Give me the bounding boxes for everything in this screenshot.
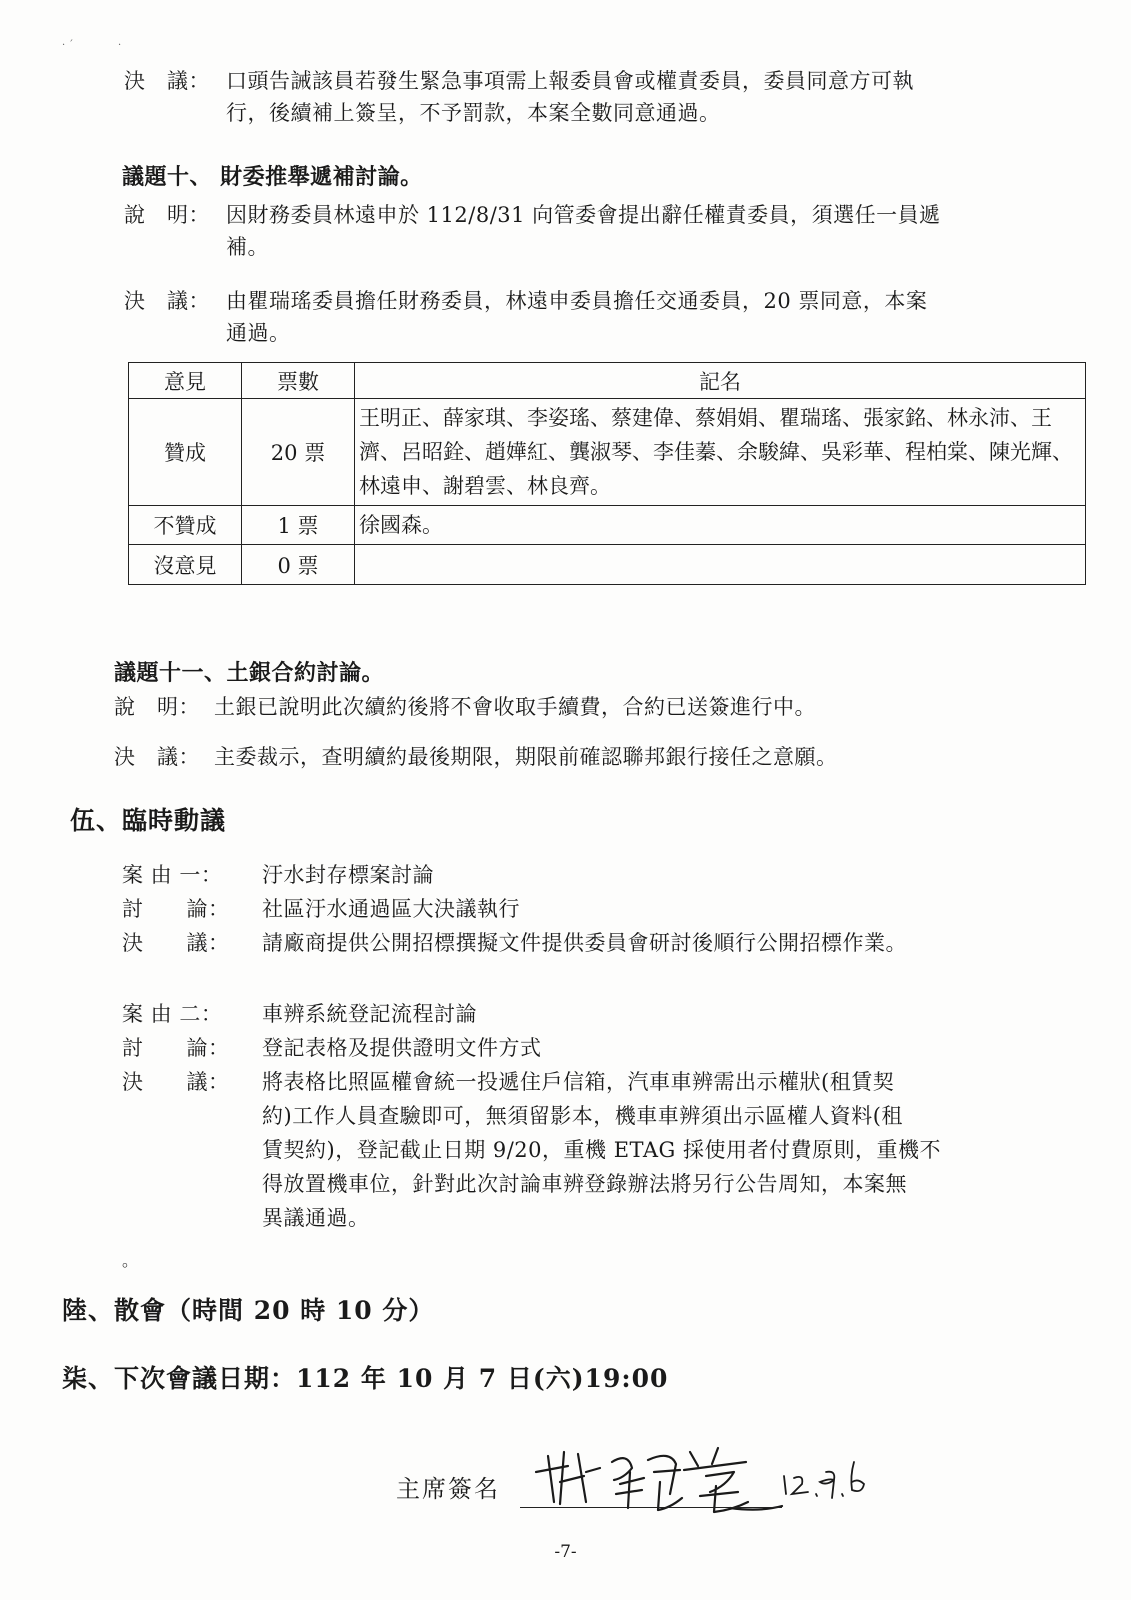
names-cell: 徐國森。 bbox=[355, 506, 1086, 545]
resolution-text: 通過。 bbox=[226, 321, 291, 345]
description-text: 土銀已說明此次續約後將不會收取手續費，合約已送簽進行中。 bbox=[214, 695, 816, 719]
stray-mark: 。 bbox=[122, 1251, 139, 1270]
resolution-text: 由瞿瑞瑤委員擔任財務委員，林遠申委員擔任交通委員，20 票同意，本案 bbox=[226, 289, 928, 313]
names-cell: 王明正、薛家琪、李姿瑤、蔡建偉、蔡娟娟、瞿瑞瑤、張家銘、林永沛、王 濟、呂昭銓、趙嬅紅、龔淑琴、李佳蓁、余駿緯、吳彩華、程柏棠、陳光輝、林遠申、謝碧雲、林良齊。 bbox=[355, 399, 1086, 506]
page-number: -7- bbox=[554, 1542, 577, 1562]
discussion-label: 討 論： bbox=[122, 1036, 230, 1060]
table-header-row bbox=[129, 363, 1086, 399]
case-text: 汙水封存標案討論 bbox=[262, 863, 434, 887]
opinion-cell: 不贊成 bbox=[129, 506, 242, 545]
discussion-label: 討 論： bbox=[122, 897, 230, 921]
resolution-text: 行，後續補上簽呈，不予罰款，本案全數同意通過。 bbox=[226, 101, 721, 125]
resolution-label: 決 議： bbox=[124, 289, 210, 313]
description-label: 說 明： bbox=[114, 695, 200, 719]
discussion-text: 登記表格及提供證明文件方式 bbox=[262, 1036, 542, 1060]
resolution-text: 主委裁示，查明續約最後期限，期限前確認聯邦銀行接任之意願。 bbox=[214, 745, 838, 769]
table-row bbox=[129, 545, 1086, 585]
topic-10-title: 議題十、 財委推舉遞補討論。 bbox=[122, 164, 423, 190]
section-7-title: 柒、下次會議日期：112 年 10 月 7 日(六)19:00 bbox=[62, 1364, 669, 1393]
discussion-text: 社區汙水通過區大決議執行 bbox=[262, 897, 520, 921]
scan-speck: · bbox=[118, 40, 122, 51]
topic-11-title: 議題十一、土銀合約討論。 bbox=[114, 660, 385, 686]
case-label: 案 由 一： bbox=[122, 863, 223, 887]
case-label: 案 由 二： bbox=[122, 1002, 223, 1026]
resolution-text: 得放置機車位，針對此次討論車辨登錄辦法將另行公告周知，本案無 bbox=[262, 1172, 907, 1196]
resolution-text: 異議通過。 bbox=[262, 1206, 370, 1230]
handwritten-signature bbox=[520, 1432, 880, 1518]
resolution-text: 賃契約)，登記截止日期 9/20，重機 ETAG 採使用者付費原則，重機不 bbox=[262, 1138, 942, 1162]
header-names: 記名 bbox=[355, 363, 1086, 399]
resolution-label: 決 議： bbox=[114, 745, 200, 769]
opinion-cell: 贊成 bbox=[129, 399, 242, 506]
signature-underline bbox=[520, 1507, 782, 1508]
table-row bbox=[129, 399, 1086, 506]
vote-table bbox=[128, 362, 1086, 585]
description-text: 因財務委員林遠申於 112/8/31 向管委會提出辭任權責委員，須選任一員遞 bbox=[226, 203, 941, 227]
header-opinion: 意見 bbox=[129, 363, 242, 399]
resolution-text: 將表格比照區權會統一投遞住戶信箱，汽車車辨需出示權狀(租賃契 bbox=[262, 1070, 895, 1094]
votes-cell: 20 票 bbox=[242, 399, 355, 506]
table-row bbox=[129, 506, 1086, 545]
opinion-cell: 沒意見 bbox=[129, 545, 242, 585]
votes-cell: 0 票 bbox=[242, 545, 355, 585]
resolution-label: 決 議： bbox=[122, 931, 230, 955]
resolution-text: 請廠商提供公開招標撰擬文件提供委員會研討後順行公開招標作業。 bbox=[262, 931, 907, 955]
names-cell bbox=[355, 545, 1086, 585]
resolution-text: 口頭告誡該員若發生緊急事項需上報委員會或權責委員，委員同意方可執 bbox=[226, 69, 914, 93]
resolution-label: 決 議： bbox=[124, 69, 210, 93]
signature-label: 主席簽名 bbox=[396, 1475, 500, 1503]
case-text: 車辨系統登記流程討論 bbox=[262, 1002, 477, 1026]
resolution-label: 決 議： bbox=[122, 1070, 230, 1094]
section-6-title: 陸、散會（時間 20 時 10 分） bbox=[62, 1296, 435, 1325]
scan-speck: · ˊ bbox=[62, 40, 74, 51]
resolution-text: 約)工作人員查驗即可，無須留影本，機車車辨須出示區權人資料(租 bbox=[262, 1104, 903, 1128]
section-5-title: 伍、臨時動議 bbox=[70, 806, 227, 835]
description-text: 補。 bbox=[226, 235, 269, 259]
header-votes: 票數 bbox=[242, 363, 355, 399]
votes-cell: 1 票 bbox=[242, 506, 355, 545]
description-label: 說 明： bbox=[124, 203, 210, 227]
